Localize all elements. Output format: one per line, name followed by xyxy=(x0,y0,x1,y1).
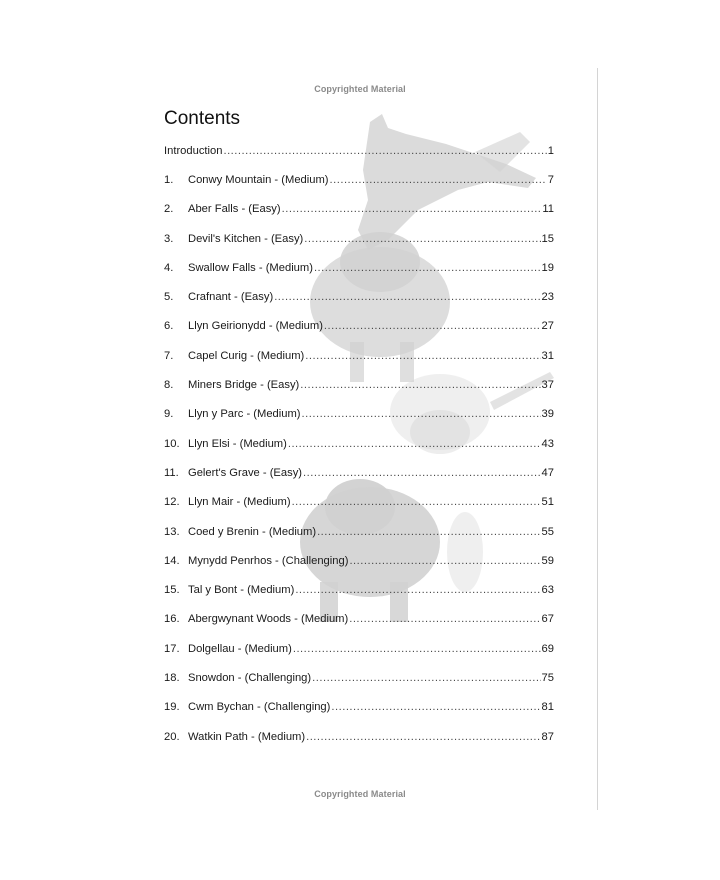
toc-entry-label: Conwy Mountain - (Medium) xyxy=(188,174,329,186)
toc-entry-label: Capel Curig - (Medium) xyxy=(188,349,305,362)
toc-entry-number: 15. xyxy=(164,584,180,597)
toc-entry-label: Snowdon - (Challenging) xyxy=(188,672,312,685)
toc-entry-label: Devil's Kitchen - (Easy) xyxy=(188,232,304,245)
dot-leader xyxy=(330,174,547,186)
toc-entry-number: 13. xyxy=(164,525,180,538)
toc-entry-label: Dolgellau - (Medium) xyxy=(188,642,292,655)
toc-entry-page: 69 xyxy=(541,642,554,655)
toc-entry-page: 39 xyxy=(541,408,554,421)
toc-entry-number: 3. xyxy=(164,232,174,245)
toc-entry xyxy=(164,438,554,458)
dot-leader xyxy=(282,203,542,215)
header-copyright-notice: Copyrighted Material xyxy=(314,84,406,94)
dot-leader xyxy=(305,350,540,362)
toc-entry-label: Llyn Geirionydd - (Medium) xyxy=(188,320,323,333)
toc-entry-page: 27 xyxy=(541,320,554,333)
dot-leader xyxy=(312,672,540,684)
toc-entry-number: 9. xyxy=(164,408,174,421)
toc-entry-label: Mynydd Penrhos - (Challenging) xyxy=(188,554,349,567)
toc-entry-label: Cwm Bychan - (Challenging) xyxy=(188,701,331,714)
toc-entry xyxy=(164,262,554,282)
toc-entry-page: 7 xyxy=(547,174,554,186)
page-edge-line xyxy=(597,68,598,810)
toc-entry-number: 20. xyxy=(164,730,180,743)
toc-entry-number: 17. xyxy=(164,642,180,655)
toc-entry-number: 16. xyxy=(164,613,180,626)
toc-entry-page: 63 xyxy=(541,584,554,597)
toc-entry xyxy=(164,496,554,516)
dot-leader xyxy=(295,584,540,596)
dot-leader xyxy=(349,613,540,625)
toc-entry-page: 15 xyxy=(541,232,554,245)
toc-entry-page: 19 xyxy=(541,261,554,274)
dot-leader xyxy=(306,731,540,743)
dot-leader xyxy=(324,320,541,332)
toc-entry-label: Miners Bridge - (Easy) xyxy=(188,379,300,392)
toc-entry-number: 14. xyxy=(164,554,180,567)
toc-entry-label: Llyn Mair - (Medium) xyxy=(188,496,291,509)
toc-entry xyxy=(164,701,554,721)
toc-entry-number: 5. xyxy=(164,291,174,304)
toc-entry-page: 55 xyxy=(541,525,554,538)
dot-leader xyxy=(331,701,540,713)
toc-entry-number: 1. xyxy=(164,174,174,186)
toc-entry-label: Abergwynant Woods - (Medium) xyxy=(188,613,349,626)
toc-entry-label: Swallow Falls - (Medium) xyxy=(188,261,313,274)
toc-entry-label: Tal y Bont - (Medium) xyxy=(188,584,295,597)
toc-entry-number: 11. xyxy=(164,466,179,479)
toc-entry xyxy=(164,555,554,575)
toc-entry-number: 8. xyxy=(164,379,174,392)
toc-entry-number: 19. xyxy=(164,701,180,714)
toc-entry-page: 31 xyxy=(541,349,554,362)
toc-entry xyxy=(164,526,554,546)
toc-entry-number: 10. xyxy=(164,437,180,450)
dot-leader xyxy=(274,291,540,303)
toc-entry-label: Introduction xyxy=(164,145,223,157)
toc-entry xyxy=(164,291,554,311)
toc-entry xyxy=(164,643,554,663)
toc-entry-label: Llyn Elsi - (Medium) xyxy=(188,437,287,450)
footer-copyright-notice: Copyrighted Material xyxy=(314,789,406,799)
toc-entry-page: 23 xyxy=(541,291,554,304)
toc-entry xyxy=(164,320,554,340)
toc-entry xyxy=(164,584,554,604)
toc-entry-page: 43 xyxy=(541,437,554,450)
toc-entry-page: 37 xyxy=(541,379,554,392)
dot-leader xyxy=(292,496,541,508)
toc-entry xyxy=(164,174,554,194)
dot-leader xyxy=(293,643,541,655)
toc-entry-page: 81 xyxy=(541,701,554,714)
toc-entry-page: 1 xyxy=(547,145,554,157)
toc-entry xyxy=(164,379,554,399)
toc-entry-number: 2. xyxy=(164,203,174,216)
dot-leader xyxy=(304,233,540,245)
toc-entry xyxy=(164,467,554,487)
toc-entry-label: Crafnant - (Easy) xyxy=(188,291,274,304)
toc-entry xyxy=(164,233,554,253)
page-title: Contents xyxy=(164,108,241,129)
dot-leader xyxy=(303,467,541,479)
toc-entry-introduction xyxy=(164,145,554,165)
toc-entry xyxy=(164,731,554,751)
toc-entry-page: 47 xyxy=(541,466,554,479)
toc-entry-page: 67 xyxy=(541,613,554,626)
toc-entry-page: 51 xyxy=(541,496,554,509)
toc-entry-page: 75 xyxy=(541,672,554,685)
toc-entry-label: Watkin Path - (Medium) xyxy=(188,730,306,743)
toc-entry-label: Aber Falls - (Easy) xyxy=(188,203,281,216)
toc-entry-page: 87 xyxy=(541,730,554,743)
toc-entry-label: Coed y Brenin - (Medium) xyxy=(188,525,317,538)
toc-entry xyxy=(164,672,554,692)
toc-entry xyxy=(164,613,554,633)
toc-entry-number: 18. xyxy=(164,672,180,685)
dot-leader xyxy=(300,379,540,391)
toc-entry xyxy=(164,350,554,370)
toc-entry-label: Llyn y Parc - (Medium) xyxy=(188,408,301,421)
dot-leader xyxy=(223,145,546,157)
toc-entry-label: Gelert's Grave - (Easy) xyxy=(188,466,303,479)
toc-entry xyxy=(164,203,554,223)
table-of-contents xyxy=(164,145,554,760)
toc-entry-number: 6. xyxy=(164,320,174,333)
dot-leader xyxy=(302,408,541,420)
dot-leader xyxy=(349,555,540,567)
toc-entry-page: 11 xyxy=(542,203,554,216)
dot-leader xyxy=(314,262,541,274)
dot-leader xyxy=(288,438,541,450)
toc-entry xyxy=(164,408,554,428)
toc-entry-number: 4. xyxy=(164,261,174,274)
toc-entry-page: 59 xyxy=(541,554,554,567)
dot-leader xyxy=(317,526,540,538)
toc-entry-number: 12. xyxy=(164,496,180,509)
toc-entry-number: 7. xyxy=(164,349,174,362)
